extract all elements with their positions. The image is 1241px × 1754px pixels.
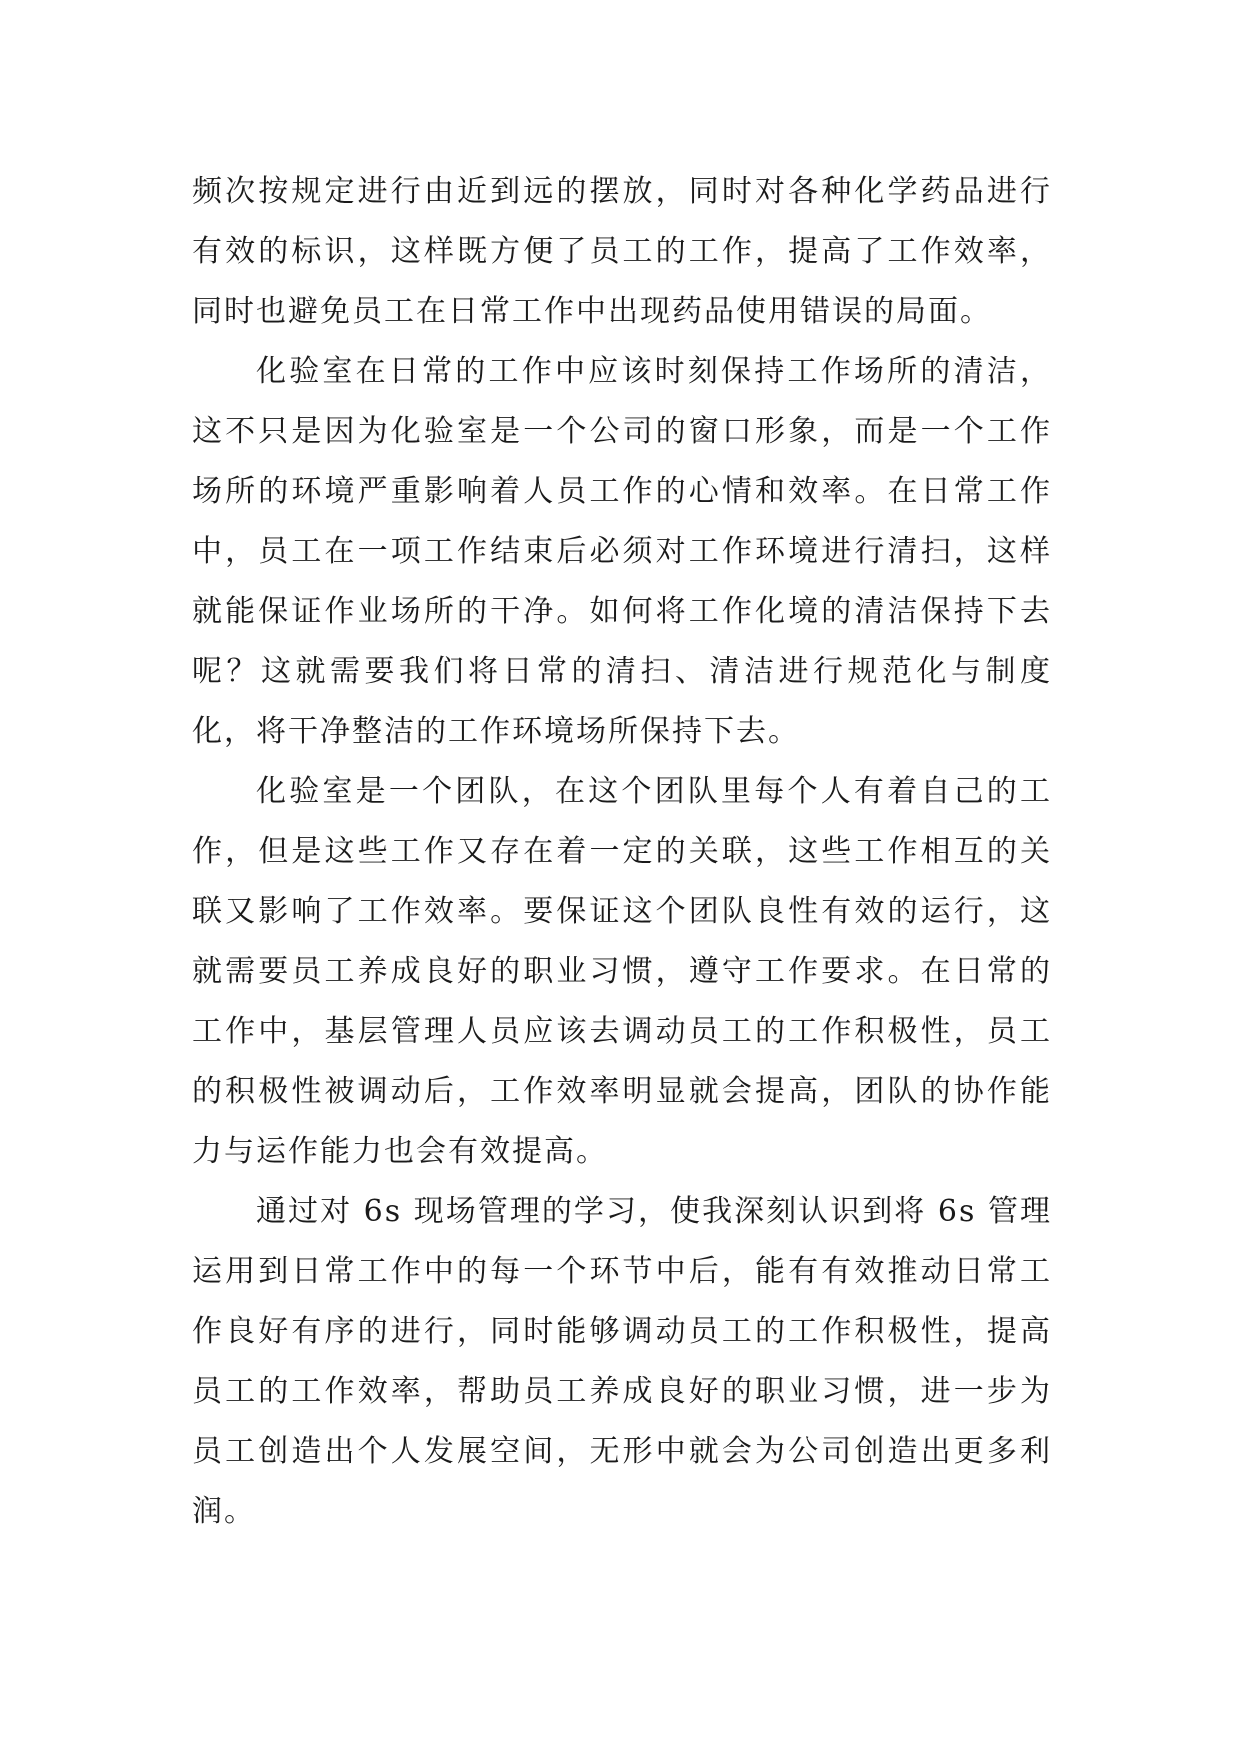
document-body: [192, 162, 1052, 1542]
paragraph-continuation: 频次按规定进行由近到远的摆放，同时对各种化学药品进行有效的标识，这样既方便了员工的工作，提高了工作效率，同时也避免员工在日常工作中出现药品使用错误的局面。: [192, 174, 1052, 329]
paragraph-lab-cleanliness: 化验室在日常的工作中应该时刻保持工作场所的清洁，这不只是因为化验室是一个公司的窗口形象，而是一个工作场所的环境严重影响着人员工作的心情和效率。在日常工作中，员工在一项工作结束后必须对工作环境进行清扫，这样就能保证作业场所的干净。如何将工作化境的清洁保持下去呢？这就需要我们将日常的清扫、清洁进行规范化与制度化，将干净整洁的工作环境场所保持下去。: [192, 354, 1052, 749]
paragraph-lab-teamwork: 化验室是一个团队，在这个团队里每个人有着自己的工作，但是这些工作又存在着一定的关联，这些工作相互的关联又影响了工作效率。要保证这个团队良性有效的运行，这就需要员工养成良好的职业习惯，遵守工作要求。在日常的工作中，基层管理人员应该去调动员工的工作积极性，员工的积极性被调动后，工作效率明显就会提高，团队的协作能力与运作能力也会有效提高。: [192, 774, 1052, 1169]
paragraph-6s-conclusion: 通过对 6s 现场管理的学习，使我深刻认识到将 6s 管理运用到日常工作中的每一个环节中后，能有有效推动日常工作良好有序的进行，同时能够调动员工的工作积极性，提高员工的工作效率，帮助员工养成良好的职业习惯，进一步为员工创造出个人发展空间，无形中就会为公司创造出更多利润。: [192, 1194, 1052, 1529]
